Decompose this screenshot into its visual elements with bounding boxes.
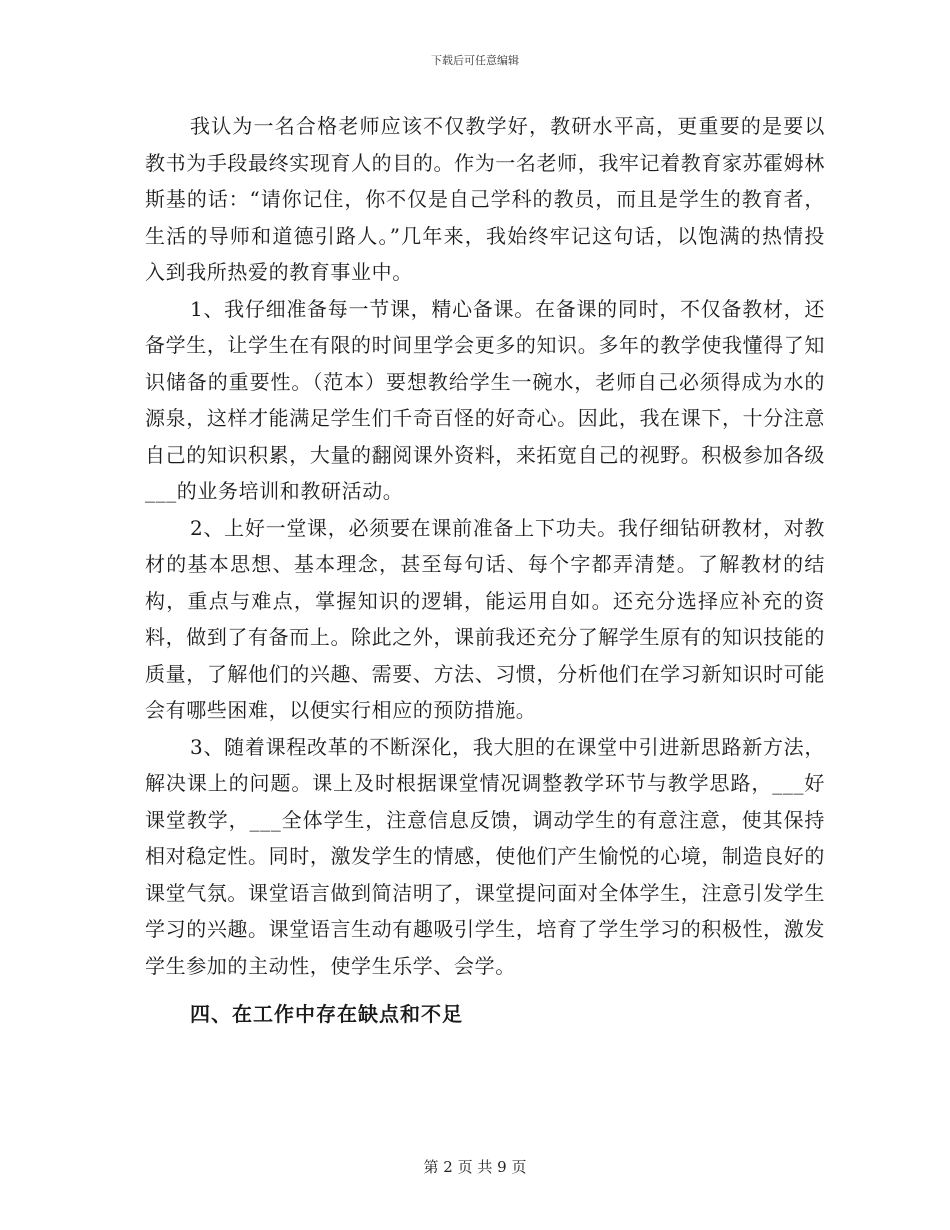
paragraph-item-2: 2、上好一堂课，必须要在课前准备上下功夫。我仔细钻研教材，对教材的基本思想、基本理念，甚至每句话、每个字都弄清楚。了解教材的结构，重点与难点，掌握知识的逻辑，能运用自如。还充分选择应补充的资料，做到了有备而上。除此之外，课前我还充分了解学生原有的知识技能的质量，了解他们的兴趣、需要、方法、习惯，分析他们在学习新知识时可能会有哪些困难，以便实行相应的预防措施。 (145, 515, 825, 722)
paragraph-intro: 我认为一名合格老师应该不仅教学好，教研水平高，更重要的是要以教书为手段最终实现育人的目的。作为一名老师，我牢记着教育家苏霍姆林斯基的话：“请你记住，你不仅是自己学科的教员，而且是学生的教育者，生活的导师和道德引路人。”几年来，我始终牢记这句话，以饱满的热情投入到我所热爱的教育事业中。 (145, 114, 825, 284)
section-heading: 四、在工作中存在缺点和不足 (190, 1002, 463, 1026)
page-header: 下载后可任意编辑 (431, 54, 519, 67)
paragraph-item-1: 1、我仔细准备每一节课，精心备课。在备课的同时，不仅备教材，还备学生，让学生在有限的时间里学会更多的知识。多年的教学使我懂得了知识储备的重要性。（范本）要想教给学生一碗水，老师自己必须得成为水的源泉，这样才能满足学生们千奇百怪的好奇心。因此，我在课下，十分注意自己的知识积累，大量的翻阅课外资料，来拓宽自己的视野。积极参加各级___的业务培训和教研活动。 (145, 296, 825, 503)
page-number: 第 2 页 共 9 页 (423, 1158, 527, 1176)
paragraph-item-3: 3、随着课程改革的不断深化，我大胆的在课堂中引进新思路新方法，解决课上的问题。课上及时根据课堂情况调整教学环节与教学思路，___好课堂教学，___全体学生，注意信息反馈，调动学生的有意注意，使其保持相对稳定性。同时，激发学生的情感，使他们产生愉悦的心境，制造良好的课堂气氛。课堂语言做到简洁明了，课堂提问面对全体学生，注意引发学生学习的兴趣。课堂语言生动有趣吸引学生，培育了学生学习的积极性，激发学生参加的主动性，使学生乐学、会学。 (145, 734, 825, 978)
document-body (145, 108, 825, 1033)
